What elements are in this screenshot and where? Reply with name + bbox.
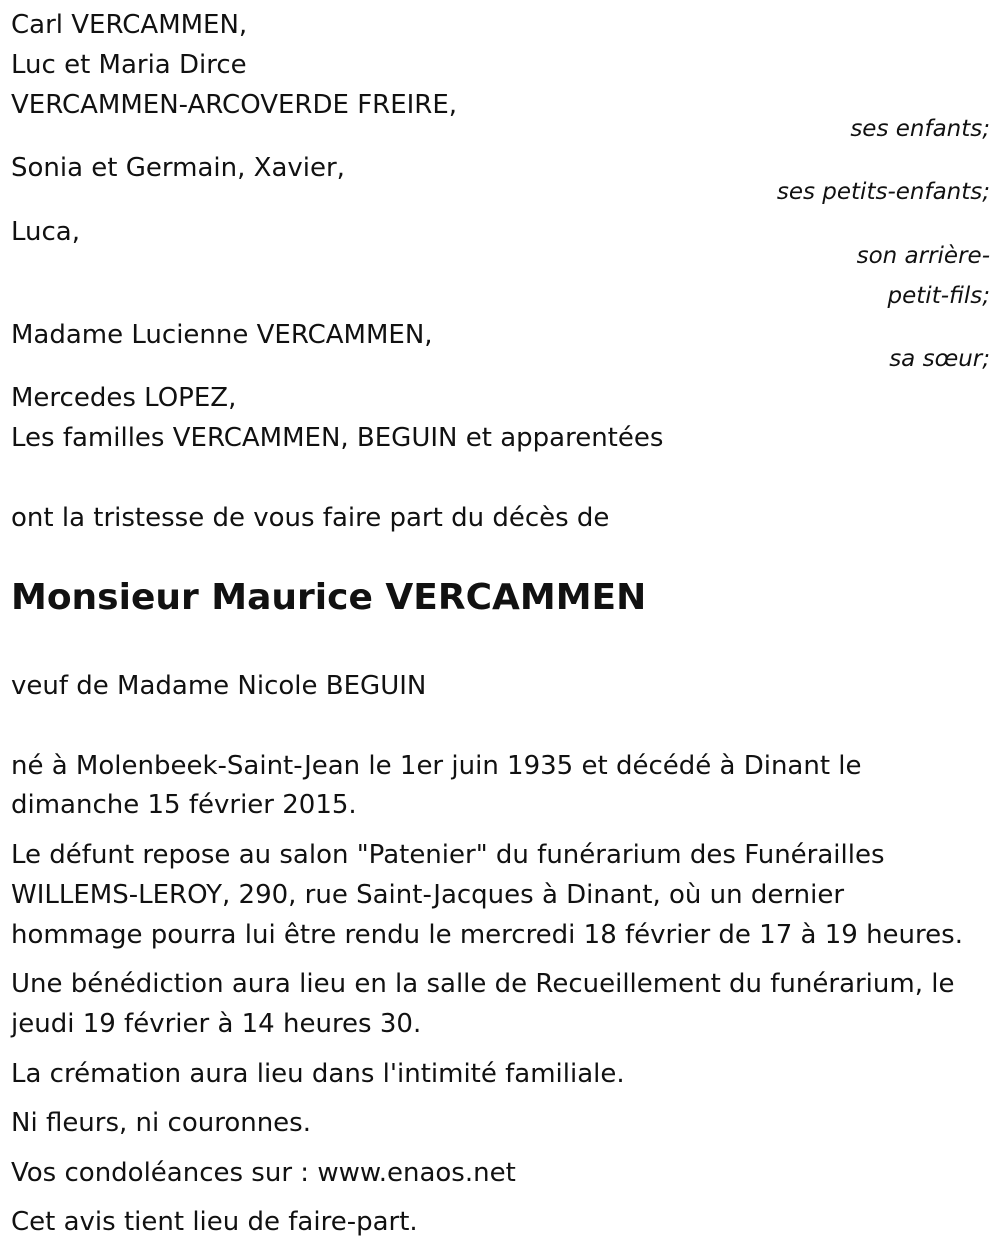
child-name-2: Luc et Maria Dirce [11,50,247,80]
great-grandchild-name: Luca, [11,217,80,247]
birth-death-line-1: né à Molenbeek-Saint-Jean le 1er juin 1935 et décédé à Dinant le [11,751,862,781]
viewing-line-3: hommage pourra lui être rendu le mercredi 18 février de 17 à 19 heures. [11,920,963,950]
viewing-line-1: Le défunt repose au salon "Patenier" du funérarium des Funérailles [11,840,885,870]
cremation-text: La crémation aura lieu dans l'intimité familiale. [11,1059,625,1089]
grandchildren-names: Sonia et Germain, Xavier, [11,153,345,183]
flowers-text: Ni fleurs, ni couronnes. [11,1108,311,1138]
children-relation: ses enfants; [850,116,990,142]
notice-text: Cet avis tient lieu de faire-part. [11,1207,418,1237]
blessing-line-1: Une bénédiction aura lieu en la salle de Recueillement du funérarium, le [11,969,955,999]
grandchildren-relation: ses petits-enfants; [776,179,990,205]
widower-of: veuf de Madame Nicole BEGUIN [11,671,427,701]
great-grandchild-relation-2: petit-fils; [887,283,990,309]
other-family-2: Les familles VERCAMMEN, BEGUIN et apparentées [11,423,664,453]
other-family-1: Mercedes LOPEZ, [11,383,237,413]
sister-name: Madame Lucienne VERCAMMEN, [11,320,433,350]
announcement-text: ont la tristesse de vous faire part du décès de [11,503,610,533]
child-name-3: VERCAMMEN-ARCOVERDE FREIRE, [11,90,458,120]
viewing-line-2: WILLEMS-LEROY, 290, rue Saint-Jacques à Dinant, où un dernier [11,880,845,910]
blessing-line-2: jeudi 19 février à 14 heures 30. [11,1009,422,1039]
great-grandchild-relation-1: son arrière- [856,243,990,269]
condolences-text: Vos condoléances sur : www.enaos.net [11,1158,516,1188]
child-name-1: Carl VERCAMMEN, [11,10,248,40]
deceased-name: Monsieur Maurice VERCAMMEN [11,577,647,618]
sister-relation: sa sœur; [889,346,990,372]
birth-death-line-2: dimanche 15 février 2015. [11,790,357,820]
